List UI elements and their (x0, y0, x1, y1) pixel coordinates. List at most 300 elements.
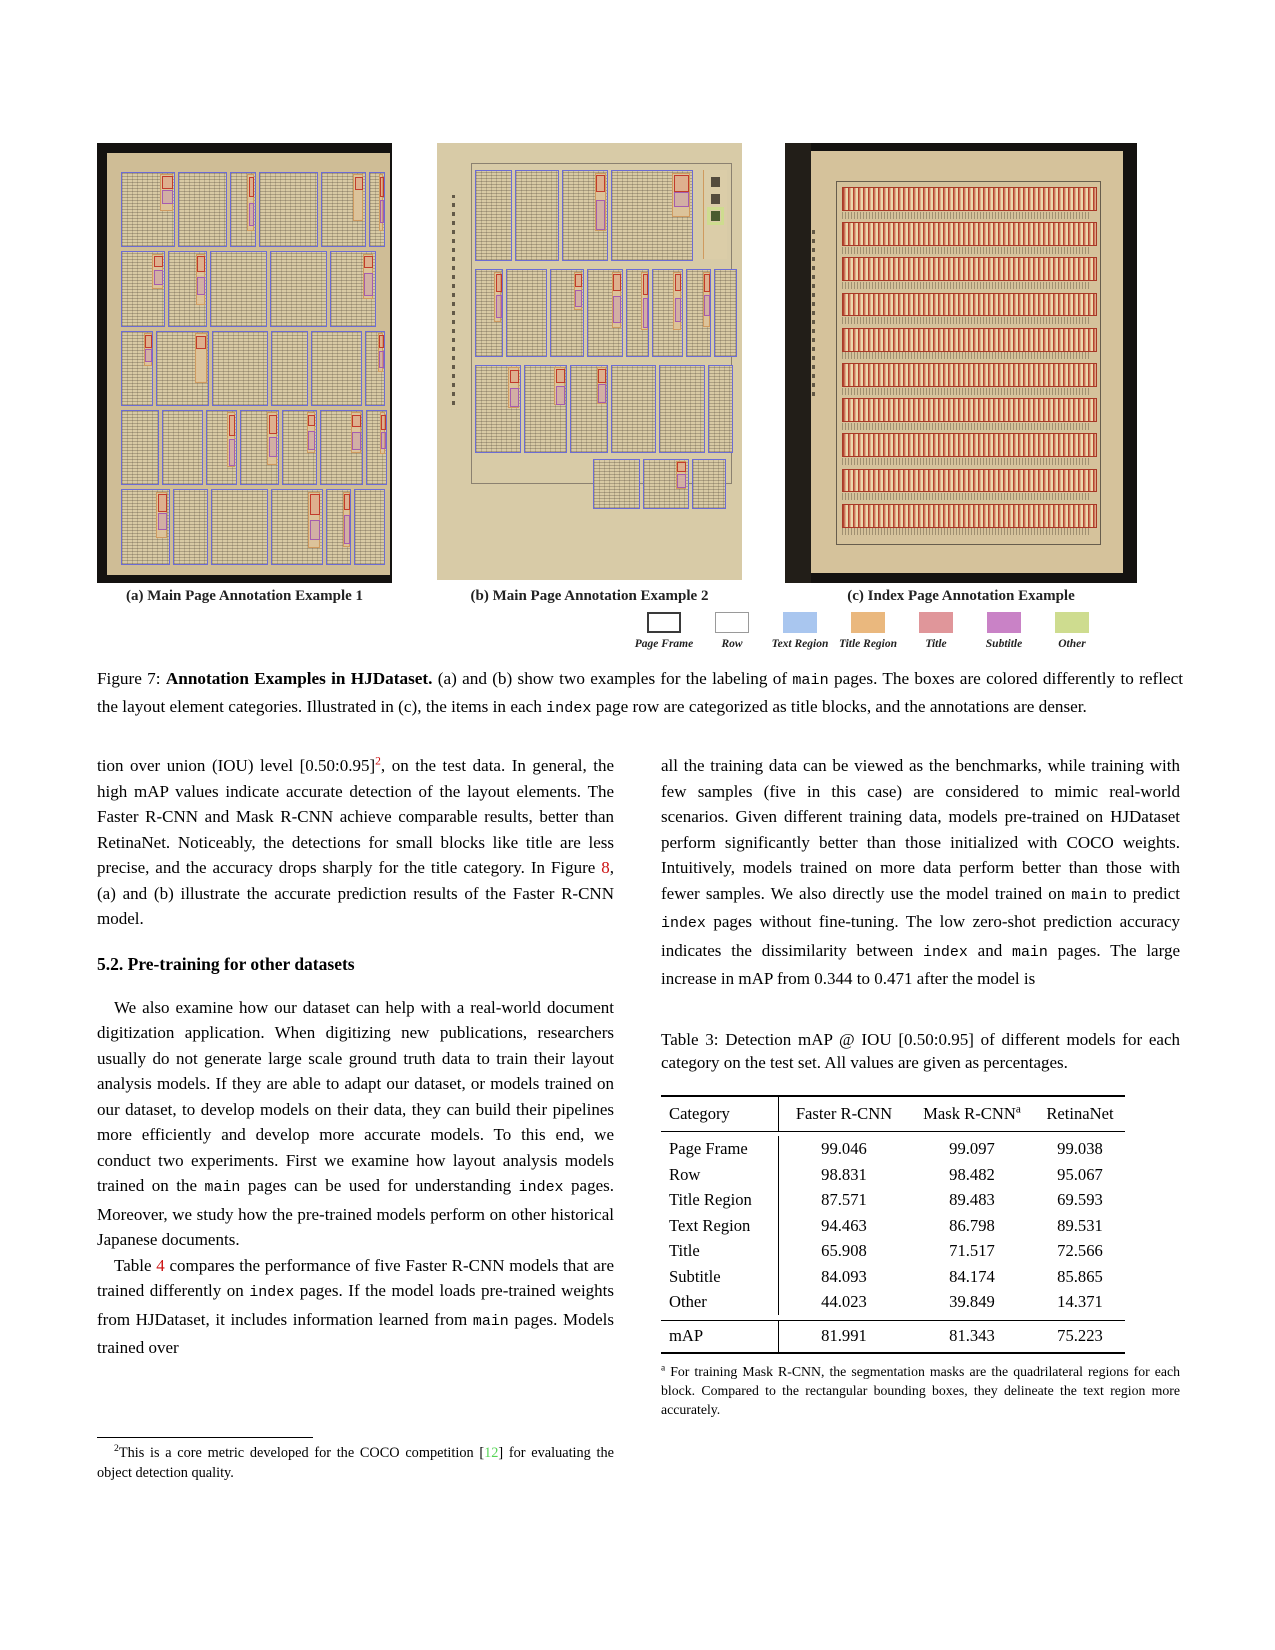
title-box (677, 462, 686, 472)
color-swatch (987, 612, 1021, 633)
ref-link[interactable]: 4 (156, 1255, 165, 1275)
index-row-title-band (842, 257, 1097, 281)
text-span: pages. The large increase in mAP from 0.344 to 0.471 after the model is (661, 940, 1181, 988)
text-span: to predict (1107, 883, 1181, 903)
subtitle-box (598, 384, 606, 402)
subtitle-box (556, 386, 564, 405)
index-row-small-text (842, 458, 1090, 465)
table-cell: 86.798 (949, 1215, 995, 1235)
table-cell: 69.593 (1057, 1190, 1103, 1210)
title-region-box (494, 272, 501, 322)
title-region-box (641, 272, 647, 330)
body-paragraph (661, 753, 1180, 992)
index-row-small-text (842, 493, 1090, 500)
subtitle-box (308, 431, 315, 450)
subtitle-box (229, 439, 236, 466)
page-footnote (97, 1437, 614, 1483)
text-span: , on the test data. In general, the high mAP values indicate accurate detection of the layout elements. The Faster R-CNN and Mask R-CNN achieve comparable results, better than RetinaNet. Noticeably, the detections for small blocks like title are less precise, and the accuracy drops sharply for the title category. In Figure (97, 756, 615, 877)
title-box (196, 336, 206, 349)
table-cell: mAP (661, 1321, 779, 1352)
text-region-box (162, 410, 203, 485)
table-cell: 65.908 (821, 1241, 867, 1261)
table-cell: 39.849 (949, 1292, 995, 1312)
legend-label: Other (1058, 638, 1086, 650)
text-region-box (168, 251, 207, 326)
table-footnote: $^a$ For training Mask R-CNN, the segmentation masks are the quadrilateral regions for each block. Compared to the rectangular bounding boxes, they delineate the text region more accurately. (661, 1363, 1180, 1417)
title-region-box (676, 461, 687, 490)
table-cell: 71.517 (949, 1241, 995, 1261)
text-region-box (271, 331, 308, 406)
text-region-box (212, 331, 268, 406)
text-region-box (210, 251, 267, 326)
text-region-box (211, 489, 268, 564)
title-region-box (343, 492, 350, 547)
title-box (379, 335, 384, 348)
legend-item-other (1038, 612, 1106, 650)
title-region-box (196, 254, 205, 305)
kana-glyph (711, 177, 720, 187)
index-row-small-text (842, 388, 1090, 395)
index-row-title-band (842, 469, 1097, 493)
text-region-box (714, 269, 737, 357)
annotation-row (121, 172, 376, 245)
table-cell: Subtitle (661, 1264, 779, 1290)
text-region-box (475, 269, 503, 357)
legend-label: Page Frame (634, 638, 694, 650)
scanned-page-photo (437, 143, 742, 580)
table-cell: 81.343 (949, 1326, 995, 1346)
subtitle-box (364, 273, 373, 296)
legend-label: Row (721, 638, 743, 650)
table-cell: 72.566 (1057, 1241, 1103, 1261)
table-cell: 89.531 (1057, 1215, 1103, 1235)
title-region-box (672, 173, 690, 217)
table-cell: 99.038 (1057, 1139, 1103, 1159)
title-region-box (673, 272, 681, 330)
legend-item-title-region (834, 612, 902, 650)
annotation-row (593, 459, 723, 507)
table-cell: 95.067 (1057, 1164, 1103, 1184)
table-row (661, 1213, 1125, 1239)
index-row-title-band (842, 328, 1097, 352)
table-cell: 85.865 (1057, 1266, 1103, 1286)
table-cell: 98.482 (949, 1164, 995, 1184)
table-row (661, 1132, 1125, 1162)
table-cell: Other (661, 1289, 779, 1315)
title-box (249, 177, 255, 197)
text-region-box (354, 489, 384, 564)
title-region-box (554, 367, 564, 405)
legend-item-text-region (766, 612, 834, 650)
text-span: page row are categorized as title blocks, and the annotations are denser. (591, 696, 1087, 716)
table-cell: 14.371 (1057, 1292, 1103, 1312)
index-row-title-band (842, 504, 1097, 528)
text-span: We also examine how our dataset can help with a real-world document digitization application. When digitizing new publications, researchers usually do not generate large scale ground truth data to train their layout analysis models. If they are able to adapt our dataset, or models trained on our dataset, to develop models on their data, they can build their pipelines more efficiently and develop more accurate models. To this end, we conduct two experiments. First we examine how layout analysis models trained on the (97, 997, 614, 1195)
text-span: main (472, 1313, 509, 1330)
text-span: main (1071, 887, 1108, 904)
title-region-box (156, 492, 167, 539)
other-region-box (711, 211, 720, 221)
text-region-box (506, 269, 547, 357)
text-region-box (593, 459, 639, 509)
text-region-box (320, 410, 363, 485)
ref-link[interactable]: 8 (601, 858, 610, 877)
legend-label: Title (925, 638, 947, 650)
panel-caption-b: (b) Main Page Annotation Example 2 (470, 588, 709, 604)
title-region-box (612, 272, 621, 328)
index-row-title-band (842, 187, 1097, 211)
text-span: index (518, 1180, 564, 1196)
text-region-box (178, 172, 227, 247)
index-row-small-text (842, 528, 1090, 535)
table-cell: 99.046 (821, 1139, 867, 1159)
table-row (661, 1289, 1125, 1320)
table-cell: Faster R-CNN (795, 1104, 893, 1124)
text-region-box (366, 410, 387, 485)
subtitle-box (162, 190, 172, 203)
title-box (596, 175, 605, 192)
text-span: (a) and (b) show two examples for the labeling of (432, 669, 793, 688)
text-region-box (270, 251, 327, 326)
index-row-small-text (842, 212, 1090, 219)
title-box (380, 177, 384, 197)
right-column (661, 753, 1180, 1419)
text-span: 2 (114, 1443, 119, 1455)
subtitle-box (381, 432, 386, 449)
table-cell: 87.571 (821, 1190, 867, 1210)
index-row-small-text (842, 247, 1090, 254)
title-region-box (703, 272, 710, 327)
text-span: index (661, 916, 706, 932)
section-header-column (703, 170, 727, 259)
text-region-box (692, 459, 726, 509)
text-span: This is a core metric developed for the COCO competition [ (118, 1445, 485, 1461)
kana-glyph (711, 194, 720, 204)
index-row-title-band (842, 293, 1097, 317)
index-row-title-band (842, 222, 1097, 246)
title-box (229, 415, 236, 436)
annotation-row (121, 251, 376, 324)
text-region-box (550, 269, 584, 357)
title-region-box (380, 412, 386, 453)
title-region-box (247, 174, 254, 231)
subtitle-box (510, 388, 519, 407)
body-paragraph (97, 995, 614, 1253)
table-cell: 84.174 (949, 1266, 995, 1286)
title-box (364, 256, 373, 268)
title-box (598, 369, 606, 383)
text-region-box (643, 459, 689, 509)
title-box (197, 256, 205, 272)
text-span: main (1011, 944, 1048, 961)
subtitle-box (677, 474, 686, 488)
color-swatch (1055, 612, 1089, 633)
text-region-box (121, 489, 170, 564)
table-cell: Mask R-CNN$^a$ (923, 1103, 1021, 1124)
subtitle-box (344, 515, 350, 544)
margin-vertical-text (452, 195, 455, 405)
title-region-box (267, 412, 276, 465)
page-frame-box (836, 181, 1102, 546)
table-map-row (661, 1320, 1125, 1352)
ref-link[interactable]: 12 (484, 1445, 499, 1461)
subtitle-box (496, 295, 502, 318)
text-span: all the training data can be viewed as the benchmarks, while training with few samples (five in this case) are considered to mimic real-world scenarios. Given different training data, models pre-trained on HJDataset perform significantly better than those initialized with COCO weights. Intuitively, models trained on more data perform better than those with fewer samples. We also directly use the model trained on (661, 756, 1180, 903)
legend-item-title (902, 612, 970, 650)
title-box (704, 274, 710, 292)
title-region-box (308, 492, 320, 548)
text-region-box (686, 269, 712, 357)
color-swatch (783, 612, 817, 633)
title-box (145, 335, 152, 348)
subtitle-box (154, 270, 163, 286)
panel-caption-a: (a) Main Page Annotation Example 1 (125, 588, 364, 604)
figure-panel-main-page-2 (437, 143, 742, 580)
text-region-box (611, 365, 657, 453)
text-region-box (611, 170, 693, 261)
text-span: main (204, 1180, 241, 1196)
text-span: pages. The boxes are colored differently to reflect the layout element categories. Illustrated in (c), the items in each (97, 669, 1184, 716)
table-cell: 98.831 (821, 1164, 867, 1184)
book-binding-edge (785, 143, 811, 583)
index-row-title-band (842, 363, 1097, 387)
text-region-box (121, 251, 165, 326)
index-row-small-text (842, 282, 1090, 289)
subtitle-box (310, 520, 320, 540)
section-heading: 5.2. Pre-training for other datasets (97, 953, 355, 974)
text-region-box (321, 172, 366, 247)
subtitle-box (575, 290, 582, 307)
subtitle-box (249, 203, 255, 226)
title-region-box (160, 174, 172, 210)
subtitle-box (643, 298, 648, 328)
annotation-row (121, 331, 376, 404)
text-region-box (365, 331, 385, 406)
text-region-box (121, 331, 153, 406)
table-cell: Row (661, 1162, 779, 1188)
body-paragraph (97, 753, 614, 932)
annotation-row (121, 489, 376, 562)
title-box (381, 415, 386, 431)
title-box (556, 369, 564, 383)
text-span: Annotation Examples in HJDataset. (165, 669, 433, 688)
text-span: index (922, 944, 968, 961)
title-box (496, 274, 502, 292)
title-region-box (227, 412, 235, 467)
subtitle-box (675, 298, 681, 322)
table-cell: 94.463 (821, 1215, 867, 1235)
figure-caption (97, 666, 1183, 721)
title-box (575, 274, 582, 287)
text-region-box (311, 331, 362, 406)
text-span: pages. Moreover, we study how the pre-trained models perform on other historical Japanese documents. (97, 1176, 615, 1249)
title-region-box (574, 272, 582, 310)
title-region-box (379, 174, 384, 230)
title-region-box (307, 412, 316, 453)
subtitle-box (596, 200, 605, 230)
table-cell: RetinaNet (1046, 1104, 1114, 1124)
annotated-page-art (437, 143, 742, 580)
text-region-box (475, 170, 512, 261)
text-span: pages. Models trained over (97, 1309, 614, 1357)
text-region-box (173, 489, 208, 564)
text-region-box (515, 170, 559, 261)
subtitle-box (352, 432, 361, 450)
title-box (643, 274, 648, 295)
text-region-box (230, 172, 255, 247)
text-span: and (967, 940, 1012, 960)
title-box (510, 370, 519, 383)
text-span: index (546, 698, 592, 717)
title-region-box (351, 412, 361, 453)
index-row-small-text (842, 423, 1090, 430)
panel-caption-c: (c) Index Page Annotation Example (847, 588, 1075, 604)
text-region-box (562, 170, 608, 261)
text-region-box (259, 172, 318, 247)
title-box (674, 175, 689, 192)
scanned-page-photo (97, 143, 392, 583)
title-box (344, 494, 350, 510)
title-region-box (144, 333, 152, 366)
text-region-box (121, 410, 159, 485)
text-span: index (249, 1285, 295, 1301)
title-region-box (152, 254, 162, 289)
text-span: compares the performance of five Faster R-CNN models that are trained differently on (97, 1255, 614, 1300)
subtitle-box (145, 349, 152, 362)
text-span: , (a) and (b) illustrate the accurate prediction results of the Faster R-CNN model. (97, 858, 614, 928)
text-region-box (326, 489, 352, 564)
table-cell: Title Region (661, 1187, 779, 1213)
index-row-small-text (842, 352, 1090, 359)
index-row-title-band (842, 398, 1097, 422)
annotation-row (121, 410, 376, 483)
text-region-box (587, 269, 622, 357)
text-region-box (206, 410, 236, 485)
legend-label: Text Region (771, 638, 829, 650)
title-region-box (363, 254, 374, 299)
index-row-title-band (842, 433, 1097, 457)
table-cell: 81.991 (821, 1326, 867, 1346)
table-cell: 44.023 (821, 1292, 867, 1312)
text-span: tion over union (IOU) level [0.50:0.95] (97, 756, 376, 775)
annotated-page-art (107, 153, 390, 575)
subtitle-box (704, 295, 710, 316)
title-box (162, 176, 172, 189)
text-region-box (369, 172, 385, 247)
text-region-box (708, 365, 733, 453)
text-region-box (652, 269, 682, 357)
title-box (310, 494, 320, 515)
text-span: pages. If the model loads pre-trained weights from HJDataset, it includes information learned from (97, 1281, 615, 1329)
scanned-page-photo (785, 143, 1137, 583)
table-cell: 99.097 (949, 1139, 995, 1159)
ref-link[interactable]: 2 (375, 754, 381, 768)
color-swatch (647, 612, 681, 633)
subtitle-box (197, 277, 205, 295)
text-span: pages can be used for understanding (240, 1176, 519, 1195)
subtitle-box (158, 513, 167, 530)
text-region-box (240, 410, 279, 485)
title-box (158, 494, 167, 512)
legend-item-page-frame (630, 612, 698, 650)
title-region-box (378, 333, 384, 371)
text-region-box (156, 331, 209, 406)
subtitle-box (613, 296, 620, 323)
title-region-box (508, 367, 519, 408)
text-region-box (570, 365, 608, 453)
table-caption: Table 3: Detection mAP @ IOU [0.50:0.95] of different models for each category on the test set. All values are given as percentages. (661, 1029, 1180, 1072)
title-box (352, 415, 361, 427)
color-swatch (715, 612, 749, 633)
color-swatch (851, 612, 885, 633)
annotated-page-art (785, 151, 1123, 573)
page-frame-box (471, 163, 732, 484)
results-table (661, 1095, 1125, 1354)
text-span: Table (114, 1255, 157, 1275)
legend-label: Title Region (838, 638, 898, 650)
text-span: Figure 7: (97, 669, 166, 688)
subtitle-box (379, 351, 384, 368)
title-box (308, 415, 315, 426)
subtitle-box (380, 200, 384, 223)
subtitle-box (674, 192, 689, 207)
text-region-box (626, 269, 650, 357)
legend-item-row (698, 612, 766, 650)
table-row (661, 1264, 1125, 1290)
title-box (613, 274, 620, 291)
legend-item-subtitle (970, 612, 1038, 650)
table-cell: Text Region (661, 1213, 779, 1239)
index-row-small-text (842, 317, 1090, 324)
figure-panel-main-page-1 (97, 143, 392, 583)
table-cell: Category (661, 1097, 779, 1131)
title-region-box (195, 333, 207, 383)
table-header-row (661, 1097, 1125, 1132)
annotation-row (475, 269, 724, 355)
annotation-row (475, 170, 688, 259)
annotation-row (475, 365, 724, 451)
text-span: main (792, 671, 829, 689)
text-region-box (524, 365, 566, 453)
text-region-box (121, 172, 175, 247)
table-cell: 75.223 (1057, 1326, 1103, 1346)
legend-label: Subtitle (985, 638, 1023, 650)
table-row (661, 1238, 1125, 1264)
text-span: pages without fine-tuning. The low zero-shot prediction accuracy indicates the dissimilarity between (661, 912, 1180, 960)
body-paragraph (97, 1253, 614, 1361)
title-box (154, 256, 163, 267)
left-column (97, 753, 614, 1361)
text-region-box (271, 489, 323, 564)
title-box (269, 415, 277, 434)
table-row (661, 1162, 1125, 1188)
text-region-box (330, 251, 376, 326)
subtitle-box (269, 437, 277, 457)
text-span: ] for evaluating the object detection quality. (97, 1445, 614, 1481)
title-box (675, 274, 681, 291)
table-cell: 89.483 (949, 1190, 995, 1210)
footnote-rule (97, 1437, 313, 1438)
figure-panel-index-page (785, 143, 1137, 583)
table-cell: 84.093 (821, 1266, 867, 1286)
color-swatch (919, 612, 953, 633)
title-region-box (353, 174, 364, 221)
title-region-box (595, 173, 606, 231)
text-region-box (659, 365, 705, 453)
title-region-box (597, 367, 606, 403)
table-cell: Title (661, 1238, 779, 1264)
figure-legend (630, 612, 1106, 650)
